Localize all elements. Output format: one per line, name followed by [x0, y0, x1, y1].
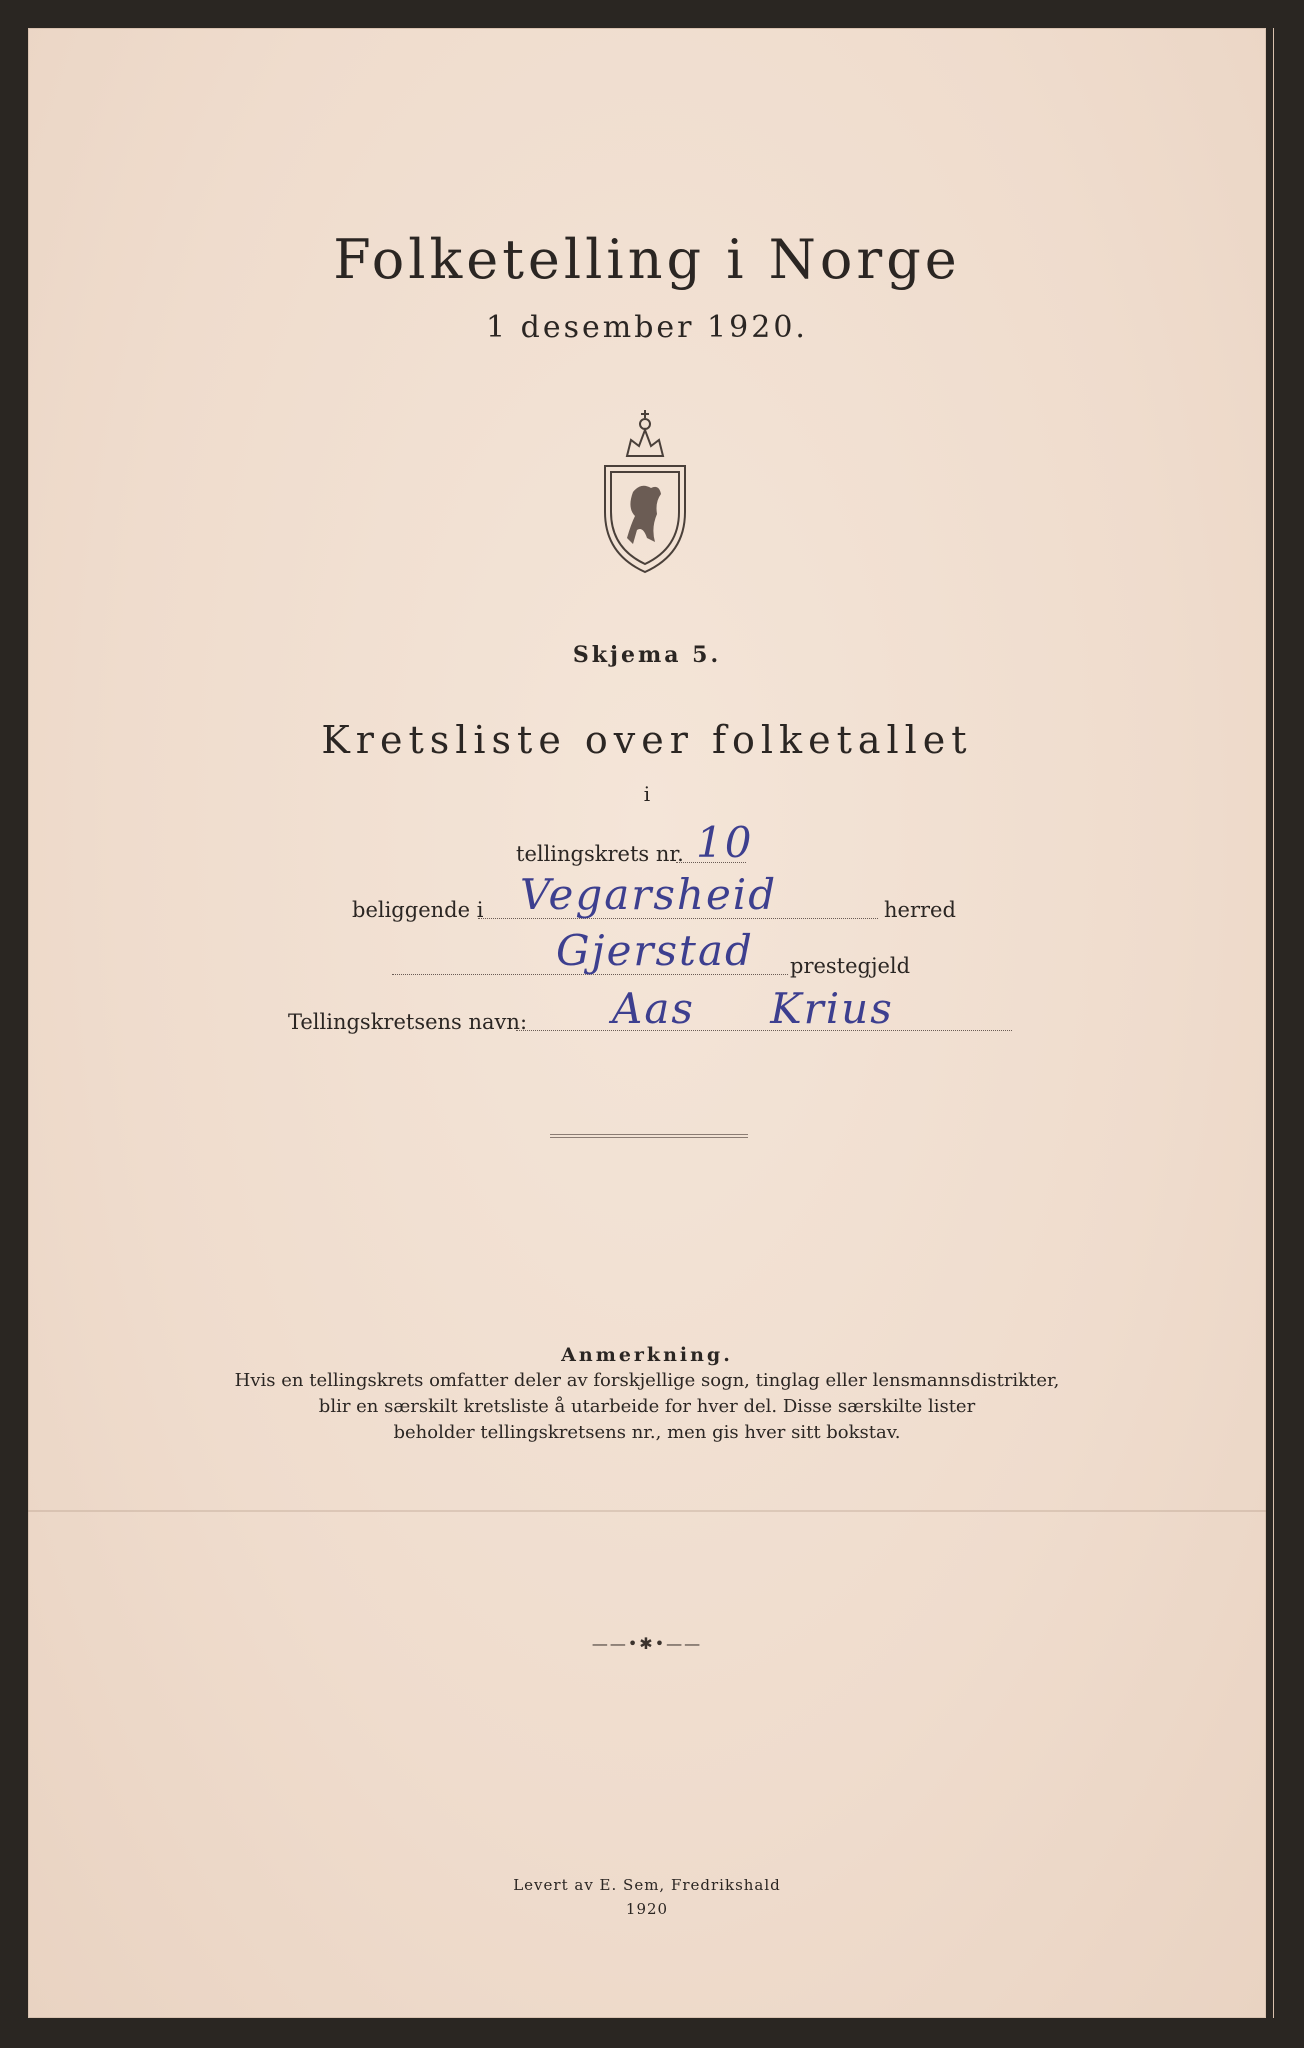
district-number-value: 10	[696, 818, 754, 867]
located-in-label: beliggende i	[352, 898, 484, 922]
printer-year: 1920	[625, 1900, 669, 1918]
separator-rule	[550, 1134, 748, 1138]
remark-heading: Anmerkning.	[561, 1344, 733, 1366]
paper-fold	[28, 1510, 1266, 1512]
district-name-value: Aas Krius	[612, 984, 894, 1033]
binding-edge	[1273, 28, 1296, 2018]
printer-credit: Levert av E. Sem, Fredrikshald	[513, 1876, 781, 1894]
parish-value: Gjerstad	[556, 926, 754, 975]
remark-line-2: blir en særskilt kretsliste å utarbeide for hver del. Disse særskilte lister	[318, 1396, 976, 1417]
located-in-value: Vegarsheid	[520, 870, 778, 919]
remark-line-1: Hvis en tellingskrets omfatter deler av forskjellige sogn, tinglag eller lensmannsdistrikter,	[234, 1370, 1060, 1391]
form-heading: Kretsliste over folketallet	[321, 718, 973, 762]
parish-label: prestegjeld	[790, 954, 911, 978]
page-title: Folketelling i Norge	[333, 228, 961, 291]
remark-line-3: beholder tellingskretsens nr., men gis hver sitt bokstav.	[393, 1422, 901, 1443]
herred-label: herred	[884, 898, 956, 922]
census-date: 1 desember 1920.	[486, 310, 808, 345]
district-name-label: Tellingskretsens navn:	[288, 1010, 528, 1034]
preposition: i	[643, 782, 651, 806]
ornament-divider: ——•✱•——	[591, 1634, 703, 1653]
district-number-label: tellingskrets nr.	[516, 842, 684, 866]
schema-number: Skjema 5.	[572, 642, 722, 668]
norwegian-coat-of-arms-icon	[597, 404, 693, 576]
